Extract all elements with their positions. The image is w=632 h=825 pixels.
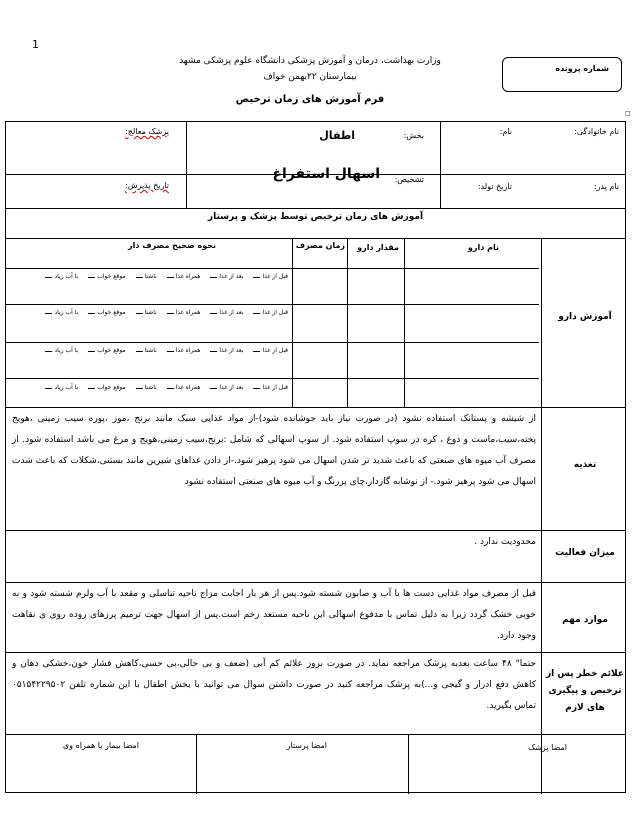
form-title: فرم آموزش های زمان ترخیص: [235, 94, 385, 105]
ministry-line: وزارت بهداشت، درمان و آموزش پزشکی دانشگاه علوم پزشکی مشهد: [179, 56, 441, 66]
option-much-water[interactable]: با آب زیاد: [45, 273, 78, 280]
method-header: نحوه صحیح مصرف دار: [128, 241, 216, 250]
diagnosis-value: اسهال استفراغ: [272, 166, 380, 182]
method-options-row: [45, 347, 288, 354]
option-much-water[interactable]: با آب زیاد: [45, 309, 78, 316]
method-options-row: [45, 273, 288, 280]
activity-label: میزان فعالیت: [555, 548, 615, 558]
nutrition-label: تغذیه: [573, 460, 597, 470]
dose-header: مقدار دارو: [357, 243, 399, 252]
option-after-meal[interactable]: بعد از غذا: [210, 309, 243, 316]
file-number-box[interactable]: [502, 57, 622, 92]
option-before-meal[interactable]: قبل از غذا: [253, 384, 288, 391]
option-before-meal[interactable]: قبل از غذا: [253, 309, 288, 316]
danger-signs-text: حتما" ۴۸ ساعت بعدبه پزشک مراجعه نماید. در صورت بروز علائم کم آبی (ضعف و بی حالی،بی حسی،کاهش فشار خون،خشکی دهان و کاهش دفع ادرار و گیجی و...)به پزشک مراجعه کنید در صورت داشتن سوال می توانید با بخش اطفال با این شماره تلفن ۰۵۱۵۴۲۲۹۵۰۲ تماس بگیرید.: [12, 659, 536, 711]
ward-label: بخش:: [403, 131, 424, 140]
option-fasting[interactable]: ناشتا: [136, 273, 157, 280]
drug-name-header: نام دارو: [467, 243, 499, 252]
option-much-water[interactable]: با آب زیاد: [45, 347, 78, 354]
option-after-meal[interactable]: بعد از غذا: [210, 273, 243, 280]
option-with-meal[interactable]: همراه غذا: [167, 273, 201, 280]
important-notes-label: موارد مهم: [562, 615, 608, 625]
option-bedtime[interactable]: موقع خواب: [88, 309, 125, 316]
option-after-meal[interactable]: بعد از غذا: [210, 384, 243, 391]
ward-value: اطفال: [319, 129, 355, 142]
diagnosis-label: تشخیص:: [394, 175, 424, 184]
section-title: آموزش های زمان ترخیص توسط پزشک و پرستار: [207, 212, 424, 222]
option-bedtime[interactable]: موقع خواب: [88, 347, 125, 354]
first-name-label: نام:: [499, 127, 512, 136]
option-before-meal[interactable]: قبل از غذا: [253, 347, 288, 354]
activity-text: محدودیت ندارد .: [474, 537, 536, 547]
option-fasting[interactable]: ناشتا: [136, 384, 157, 391]
danger-signs-label: علائم خطر پس از ترخیص و پیگیری های لازم: [545, 669, 625, 713]
nurse-signature-label: امضا پرستار: [286, 741, 327, 750]
important-notes-text: قبل از مصرف مواد غذایی دست ها با آب و صابون شسته شود.پس از هر بار اجابت مزاج ناحیه تناسلی و مقعد با آب ولرم شسته شود و به خوبی خشک گردد زیرا به دلیل تماس با مدفوع اسهالی این ناحیه مستعد زخم است.پس از اسهال جهت ترمیم پرزهای روده روی ی نقاهت وجود دارد.: [12, 589, 536, 641]
option-with-meal[interactable]: همراه غذا: [167, 384, 201, 391]
hospital-line: بیمارستان ۲۲بهمن خواف: [263, 72, 357, 82]
method-options-row: [45, 384, 288, 391]
discharge-form-table: [5, 121, 626, 793]
option-with-meal[interactable]: همراه غذا: [167, 309, 201, 316]
option-bedtime[interactable]: موقع خواب: [88, 384, 125, 391]
patient-signature-label: امضا بیمار یا همراه وی: [62, 741, 139, 750]
nutrition-text: از شیشه و پستانک استفاده نشود (در صورت نیاز باید جوشانده شود)-از مواد غذایی سبک مانند برنج ،موز ،پوره سیب زمینی ،هویج پخته،سیب،ماست و دوغ ، کره در سوپ استفاده شود. از سوپ اسهالی که شامل :برنج،سیب زمینی،هویج و مرغ می باشد استفاده شود. از مصرف آب میوه های صنعتی که باعث شدید تر شدن اسهال می شود پرهیز شود.-از دادن غذاهای شیرین مانند بستنی،شکلات که باعث شدت اسهال می شود پرهیز شود.- از نوشابه گازدار،چای پررنگ و آب میوه های صنعتی استفاده نشود: [12, 414, 536, 487]
option-after-meal[interactable]: بعد از غذا: [210, 347, 243, 354]
option-bedtime[interactable]: موقع خواب: [88, 273, 125, 280]
option-before-meal[interactable]: قبل از غذا: [253, 273, 288, 280]
file-number-label: شماره پرونده: [555, 64, 609, 73]
option-much-water[interactable]: با آب زیاد: [45, 384, 78, 391]
page-number: 1: [32, 38, 39, 51]
method-options-row: [45, 309, 288, 316]
admission-date-label: تاریخ پذیرش:: [125, 181, 169, 190]
last-name-label: نام خانوادگی:: [574, 127, 619, 136]
birthdate-label: تاریخ تولد:: [477, 182, 512, 191]
doctor-label: پزشک معالج:: [125, 127, 169, 136]
drug-education-label: آموزش دارو: [558, 312, 612, 322]
time-header: زمان مصرف: [295, 241, 345, 250]
doctor-signature-label: امضا پزشک: [528, 743, 567, 752]
option-with-meal[interactable]: همراه غذا: [167, 347, 201, 354]
option-fasting[interactable]: ناشتا: [136, 309, 157, 316]
father-name-label: نام پدر:: [593, 182, 619, 191]
margin-marker-icon: □: [625, 110, 631, 117]
option-fasting[interactable]: ناشتا: [136, 347, 157, 354]
